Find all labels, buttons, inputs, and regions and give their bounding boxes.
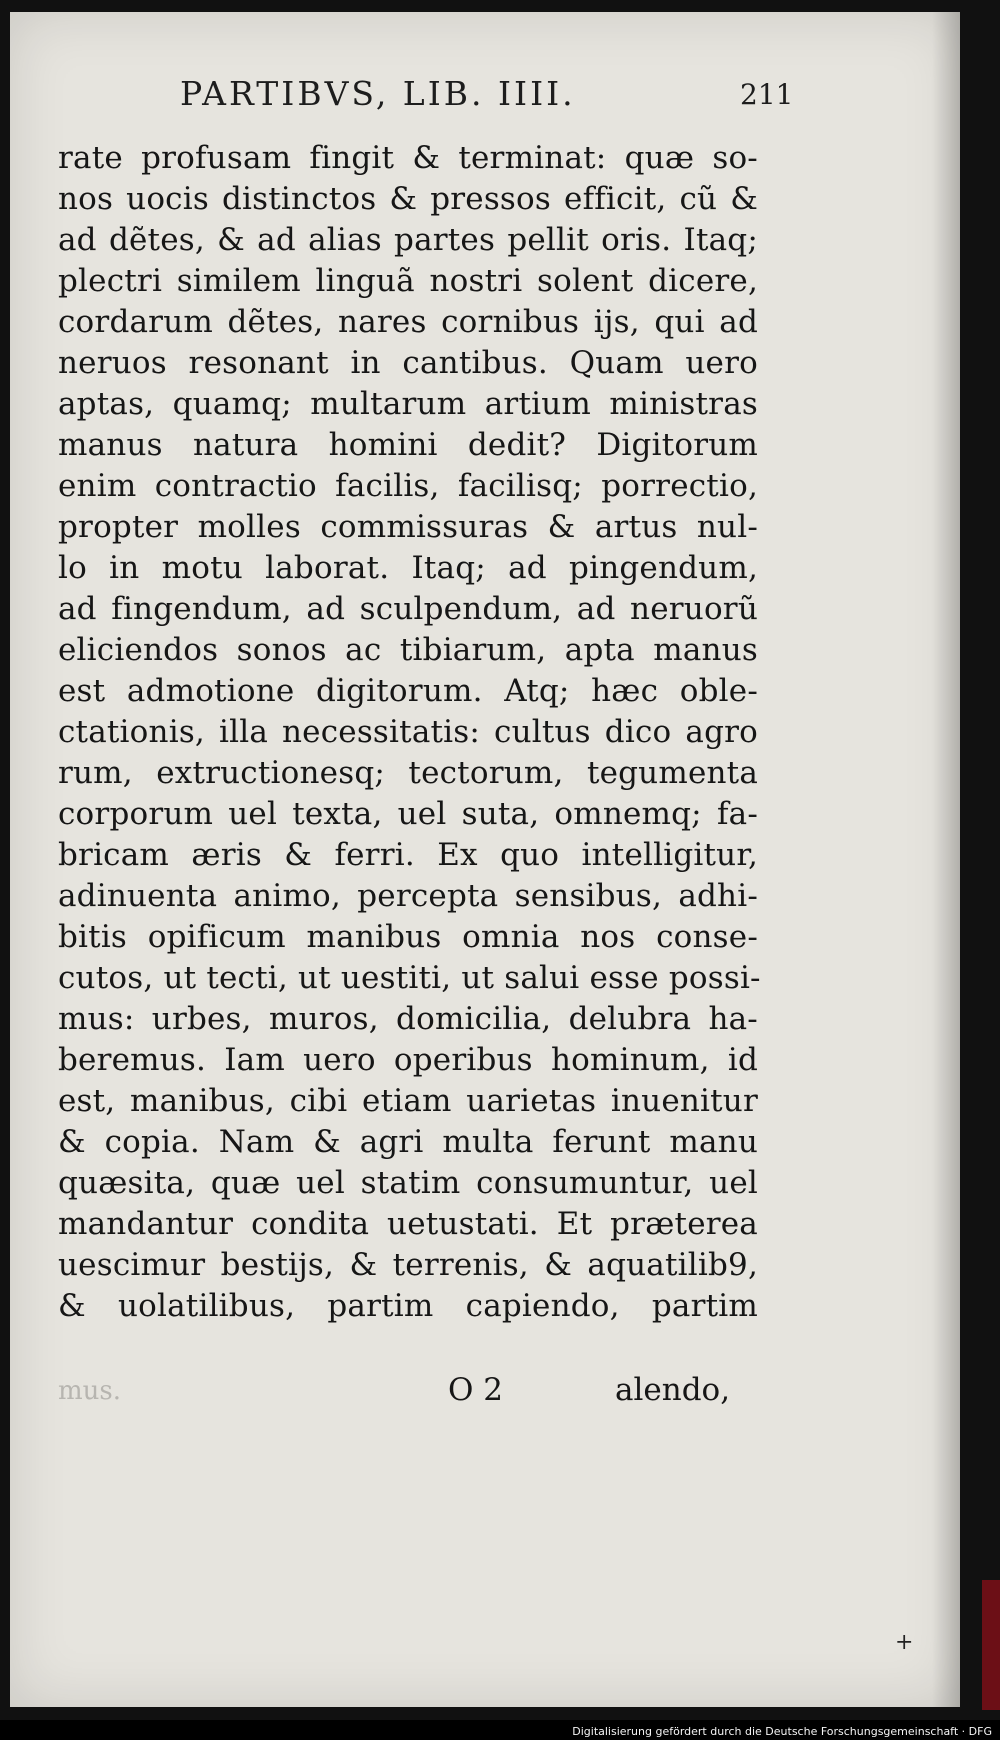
text-line: ctationis, illa necessitatis: cultus dico agro: [58, 714, 758, 750]
text-line: enim contractio facilis, facilisq; porrectio,: [58, 468, 758, 504]
text-line: mandantur condita uetustati. Et præterea: [58, 1206, 758, 1242]
page-foot: [58, 1372, 758, 1412]
text-line: rum, extructionesq; tectorum, tegumenta: [58, 755, 758, 791]
text-line: plectri similem linguã nostri solent dicere,: [58, 263, 758, 299]
catchword: alendo,: [615, 1372, 731, 1408]
show-through-text: mus.: [58, 1376, 122, 1406]
text-line: ad dẽtes, & ad alias partes pellit oris. Itaq;: [58, 222, 758, 258]
text-line: mus: urbes, muros, domicilia, delubra ha-: [58, 1001, 758, 1037]
text-line: bitis opificum manibus omnia nos conse-: [58, 919, 758, 955]
text-line: lo in motu laborat. Itaq; ad pingendum,: [58, 550, 758, 586]
text-line: beremus. Iam uero operibus hominum, id: [58, 1042, 758, 1078]
text-line: eliciendos sonos ac tibiarum, apta manus: [58, 632, 758, 668]
page-number: 211: [740, 78, 794, 111]
page-header: [180, 74, 794, 122]
text-line: est, manibus, cibi etiam uarietas inuenitur: [58, 1083, 758, 1119]
text-line: & uolatilibus, partim capiendo, partim: [58, 1288, 758, 1324]
funding-credit: Digitalisierung gefördert durch die Deutsche Forschungsgemeinschaft · DFG: [572, 1725, 992, 1738]
body-text: [58, 138, 761, 1327]
page-edge-shadow: [932, 12, 960, 1707]
text-line: rate profusam fingit & terminat: quæ so-: [58, 140, 758, 176]
text-line: cordarum dẽtes, nares cornibus ijs, qui ad: [58, 304, 758, 340]
binding-edge: [982, 1580, 1000, 1710]
text-line: ad fingendum, ad sculpendum, ad neruorũ: [58, 591, 758, 627]
footer-bar: [0, 1720, 1000, 1740]
text-line: manus natura homini dedit? Digitorum: [58, 427, 758, 463]
corner-mark: +: [895, 1630, 914, 1655]
text-line: est admotione digitorum. Atq; hæc oble-: [58, 673, 758, 709]
text-line: neruos resonant in cantibus. Quam uero: [58, 345, 758, 381]
signature-mark: O 2: [448, 1372, 503, 1408]
text-line: propter molles commissuras & artus nul-: [58, 509, 758, 545]
running-head: PARTIBVS, LIB. IIII.: [180, 74, 576, 113]
text-line: aptas, quamq; multarum artium ministras: [58, 386, 758, 422]
text-line: uescimur bestijs, & terrenis, & aquatilib9,: [58, 1247, 758, 1283]
text-line: & copia. Nam & agri multa ferunt manu: [58, 1124, 758, 1160]
text-line: quæsita, quæ uel statim consumuntur, uel: [58, 1165, 758, 1201]
text-line: corporum uel texta, uel suta, omnemq; fa-: [58, 796, 758, 832]
text-line: bricam æris & ferri. Ex quo intelligitur,: [58, 837, 758, 873]
text-line: cutos, ut tecti, ut uestiti, ut salui esse possi-: [58, 960, 761, 996]
book-page: [10, 12, 960, 1707]
text-line: adinuenta animo, percepta sensibus, adhi-: [58, 878, 758, 914]
text-line: nos uocis distinctos & pressos efficit, cũ &: [58, 181, 758, 217]
